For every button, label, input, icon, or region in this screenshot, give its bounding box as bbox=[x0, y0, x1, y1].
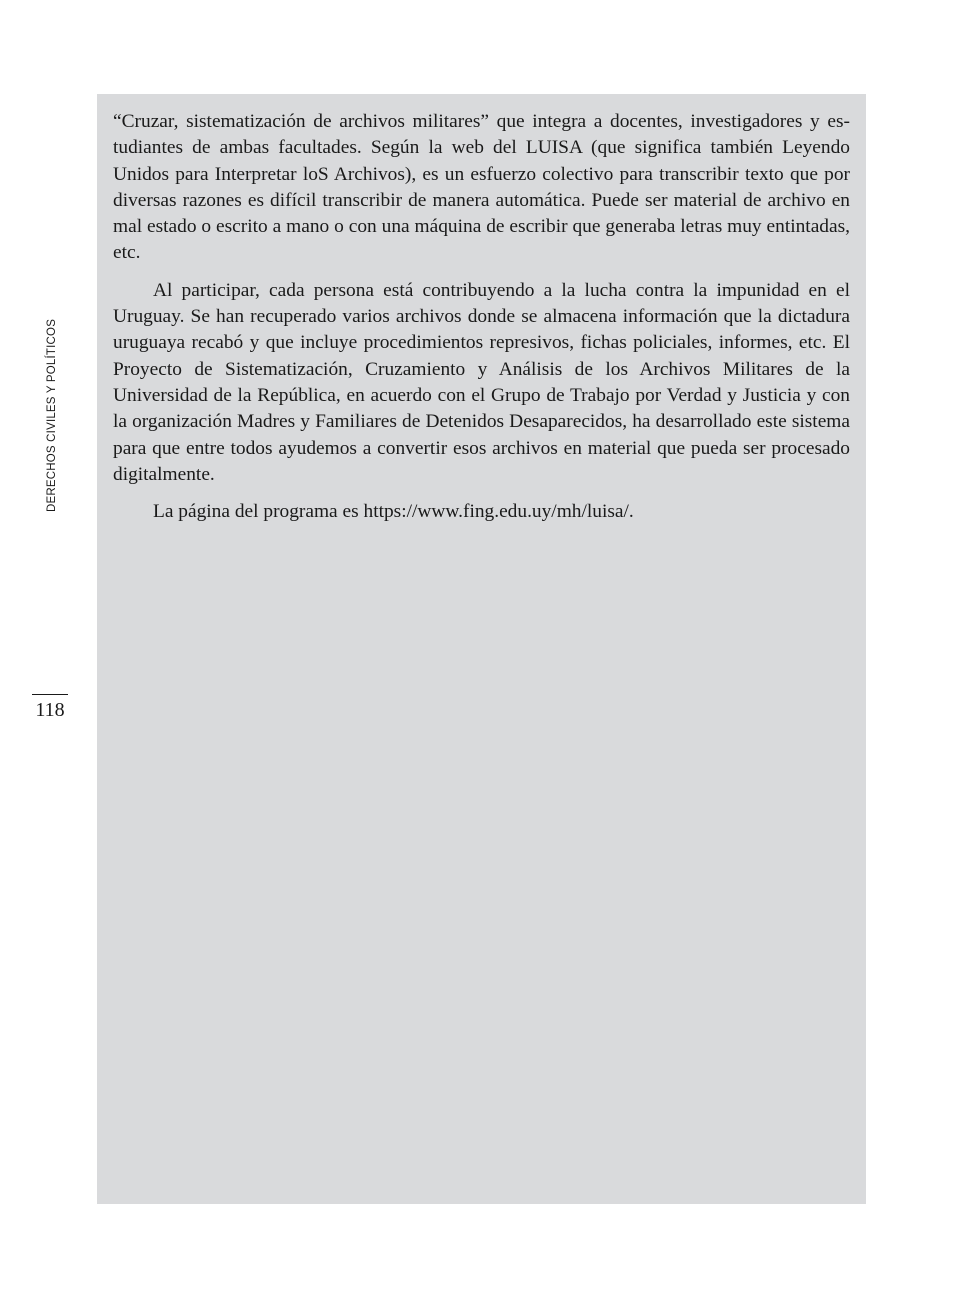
paragraph-participation: Al participar, cada persona está contribuyendo a la lucha contra la impunidad en el Uruguay. Se han recuperado varios archivos donde se almacena información que la dictadura uruguaya recabó y que incluye procedimientos represivos, fichas policiales, informes, etc. El Proyecto de Sistematización, Cruzamiento y Análisis de los Archivos Militares de la Universidad de la República, en acuerdo con el Grupo de Trabajo por Verdad y Justicia y con la organización Madres y Familiares de Detenidos Desaparecidos, ha desarrollado este sistema para que entre todos ayudemos a convertir esos archivos en material que pueda ser procesado digitalmente. bbox=[113, 279, 850, 485]
shaded-text-box bbox=[97, 94, 866, 1204]
page-number: 118 bbox=[35, 699, 65, 721]
paragraph-program-url: La página del programa es https://www.fing.edu.uy/mh/luisa/. bbox=[153, 501, 634, 523]
page-number-rule bbox=[32, 694, 68, 695]
running-header-vertical: DERECHOS CIVILES Y POLÍTICOS bbox=[46, 318, 58, 512]
paragraph-continued: “Cruzar, sistematización de archivos militares” que integra a docentes, investigadores y estudiantes de ambas facultades. Según la web del LUISA (que significa también Leyendo Unidos para Interpretar loS Archivos), es un esfuerzo colectivo para transcribir texto que por diversas razones es difícil transcribir de manera automática. Puede ser material de archivo en mal estado o escrito a mano o con una máquina de escribir que generaba letras muy entintadas, etc. bbox=[113, 111, 850, 264]
